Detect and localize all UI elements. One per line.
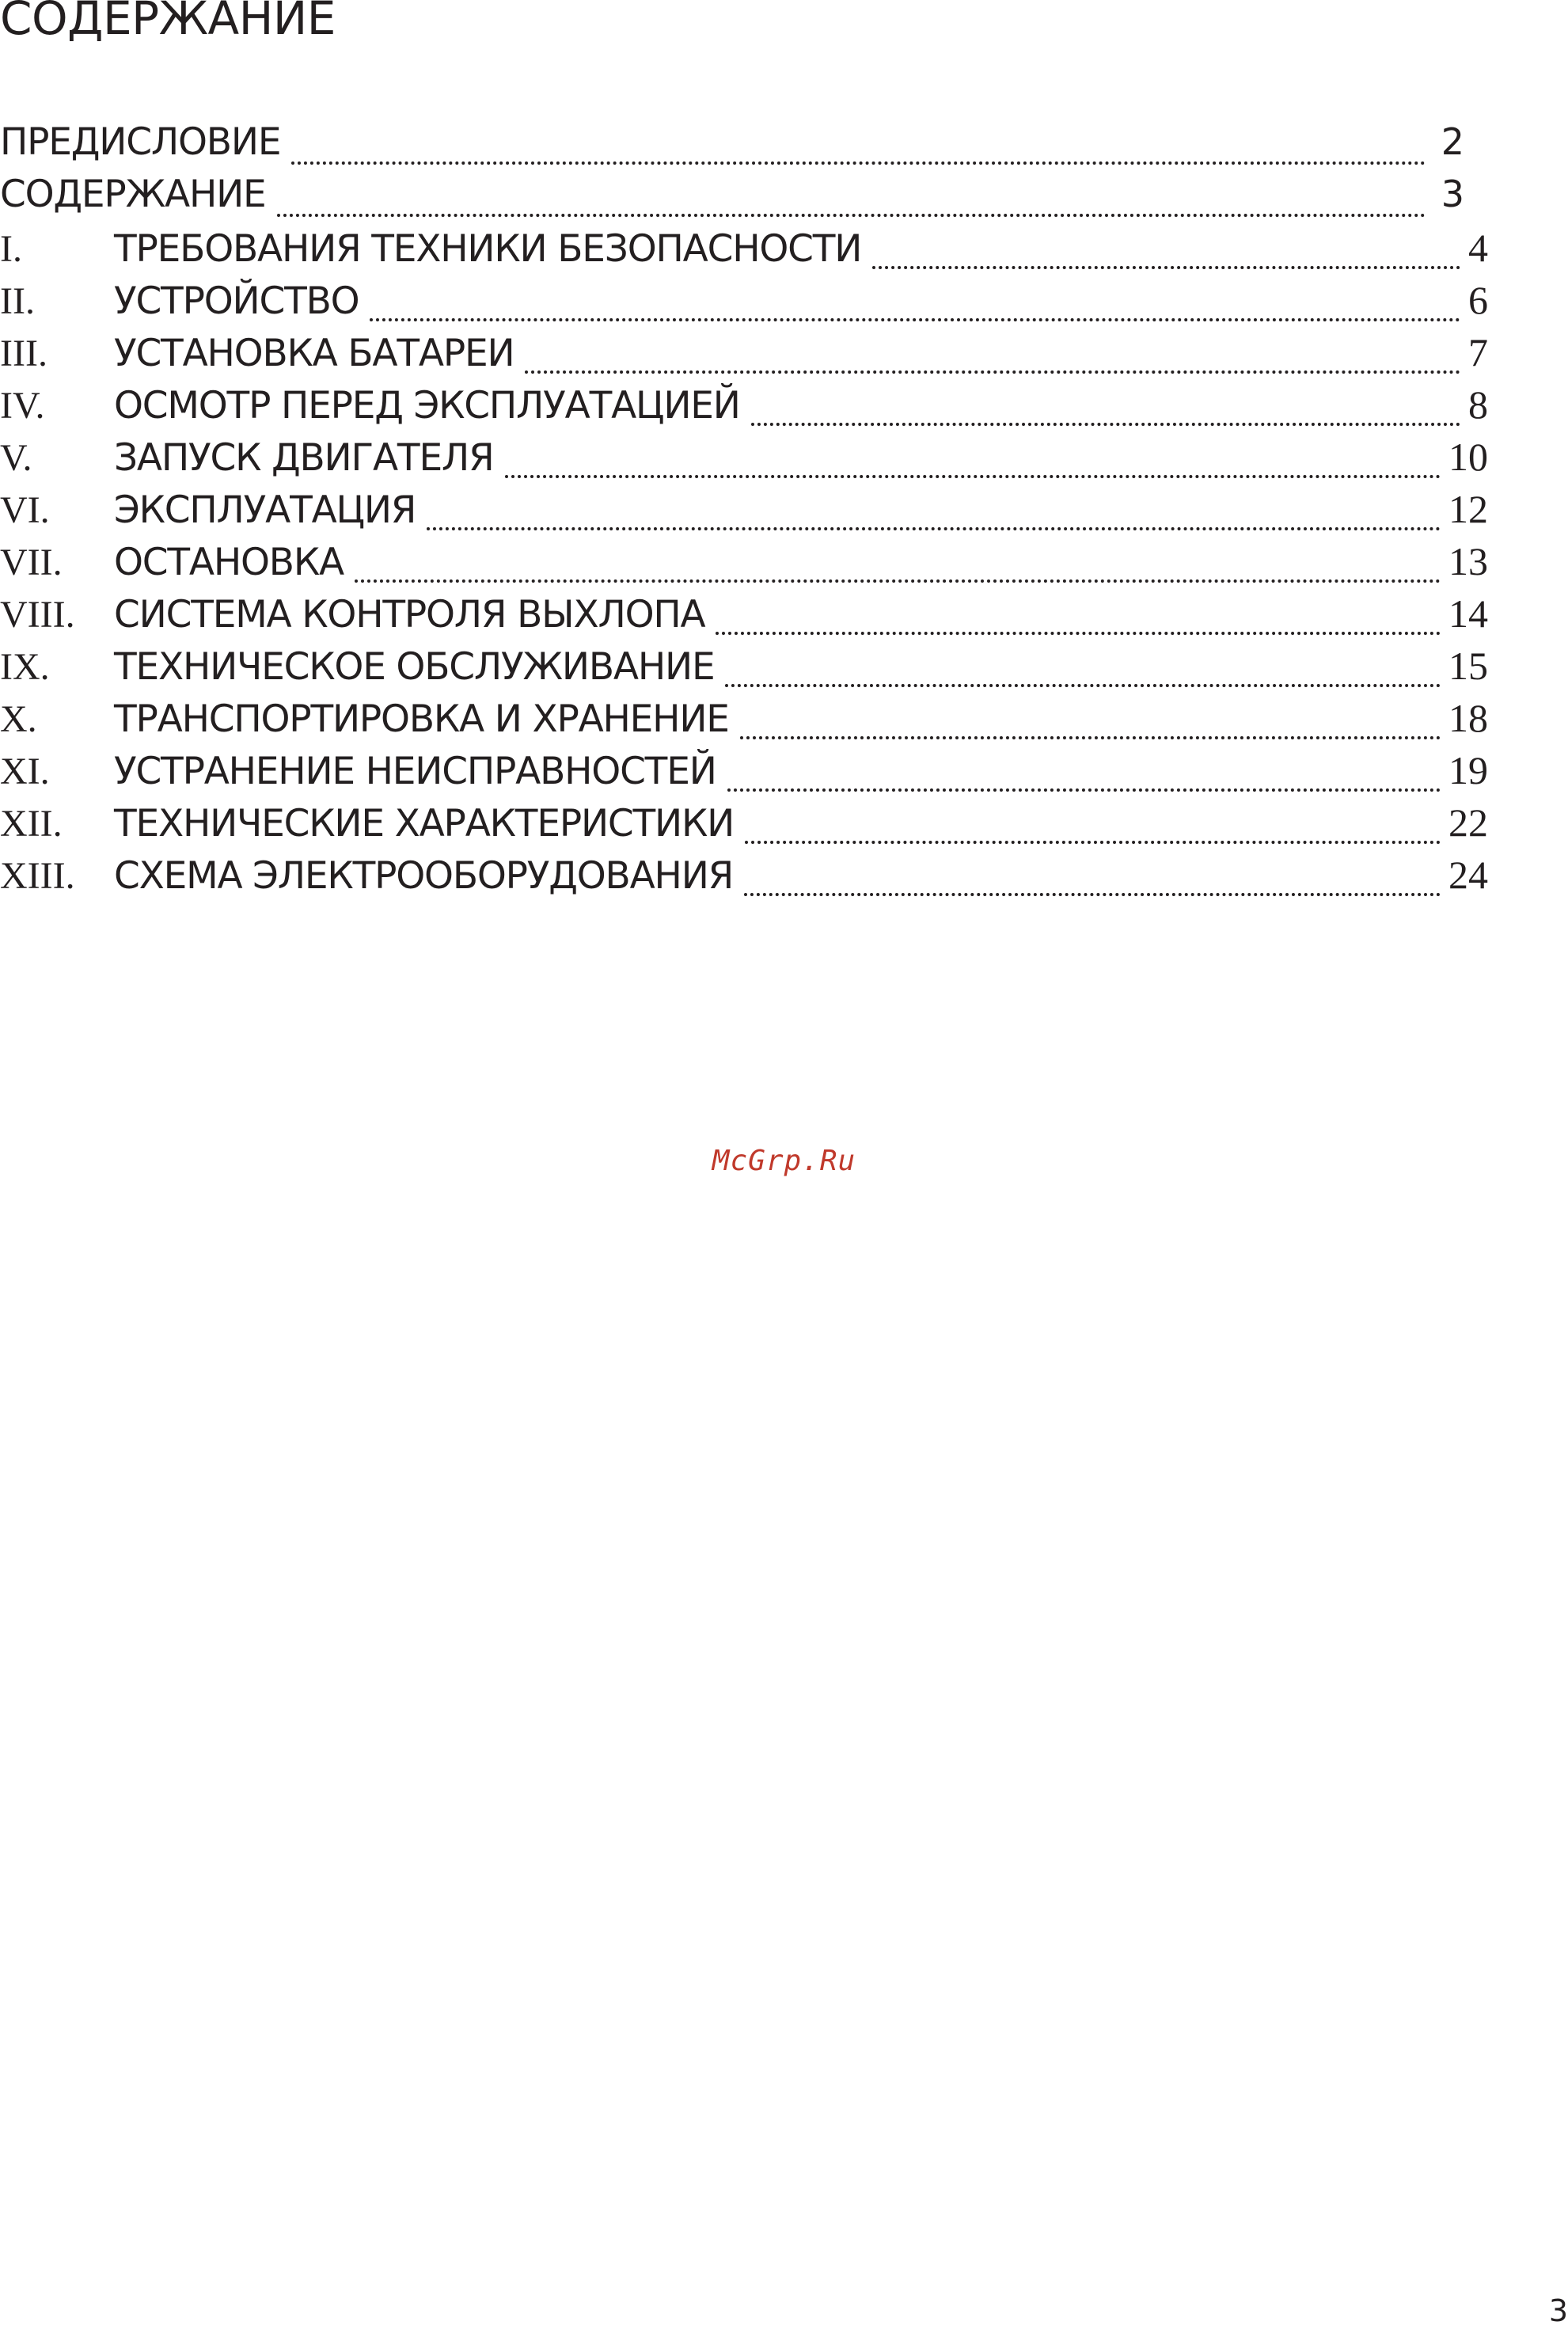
toc-item-page: 24 <box>1448 853 1488 897</box>
toc-item-specifications[interactable] <box>0 800 1488 852</box>
toc-item-contents[interactable] <box>0 173 1488 225</box>
toc-item-page: 13 <box>1448 539 1488 583</box>
toc-item-title: СИСТЕМА КОНТРОЛЯ ВЫХЛОПА <box>114 593 705 636</box>
dot-leader <box>716 632 1441 635</box>
toc-item-number: IX. <box>0 646 50 688</box>
toc-item-number: II. <box>0 280 35 322</box>
watermark: McGrp.Ru <box>712 1145 856 1177</box>
toc-item-title: ТРЕБОВАНИЯ ТЕХНИКИ БЕЗОПАСНОСТИ <box>114 227 862 271</box>
toc-item-number: V. <box>0 437 32 479</box>
page-number: 3 <box>1548 2293 1568 2328</box>
toc-item-page: 19 <box>1448 748 1488 792</box>
toc-item-number: IV. <box>0 385 45 427</box>
toc-item-title: ТЕХНИЧЕСКИЕ ХАРАКТЕРИСТИКИ <box>114 802 735 845</box>
toc-item-page: 7 <box>1468 330 1488 374</box>
dot-leader <box>725 684 1441 687</box>
toc-item-number: VI. <box>0 489 50 531</box>
toc-item-device[interactable] <box>0 277 1488 329</box>
toc-item-page: 2 <box>1441 120 1464 163</box>
toc-item-page: 14 <box>1448 591 1488 636</box>
toc-item-number: I. <box>0 228 22 270</box>
toc-item-title: ЗАПУСК ДВИГАТЕЛЯ <box>114 436 494 480</box>
toc-item-number: XII. <box>0 803 63 845</box>
toc-item-page: 4 <box>1468 226 1488 270</box>
toc-item-title: СОДЕРЖАНИЕ <box>0 173 266 216</box>
toc-item-maintenance[interactable] <box>0 643 1488 695</box>
toc-item-title: УСТРАНЕНИЕ НЕИСПРАВНОСТЕЙ <box>114 750 716 793</box>
dot-leader <box>355 579 1441 583</box>
toc-item-title: ТРАНСПОРТИРОВКА И ХРАНЕНИЕ <box>114 697 729 741</box>
toc-item-operation[interactable] <box>0 486 1488 538</box>
dot-leader <box>740 736 1441 739</box>
dot-leader <box>525 370 1460 374</box>
dot-leader <box>277 214 1426 217</box>
toc-item-page: 3 <box>1441 173 1464 215</box>
toc-item-number: XIII. <box>0 855 75 897</box>
dot-leader <box>291 161 1425 165</box>
toc-item-engine-start[interactable] <box>0 434 1488 486</box>
toc-item-transport[interactable] <box>0 695 1488 747</box>
toc-item-title: ОСТАНОВКА <box>114 541 344 584</box>
dot-leader <box>744 893 1441 896</box>
dot-leader <box>427 527 1441 530</box>
toc-item-wiring[interactable] <box>0 852 1488 904</box>
page-title: СОДЕРЖАНИЕ <box>0 0 336 45</box>
dot-leader <box>872 266 1460 269</box>
dot-leader <box>370 318 1460 321</box>
toc-item-title: ОСМОТР ПЕРЕД ЭКСПЛУАТАЦИЕЙ <box>114 384 740 427</box>
toc-item-stop[interactable] <box>0 538 1488 591</box>
toc-item-preface[interactable] <box>0 120 1488 173</box>
toc-item-page: 18 <box>1448 696 1488 740</box>
toc-item-exhaust[interactable] <box>0 591 1488 643</box>
toc-item-number: XI. <box>0 750 50 792</box>
toc-item-page: 6 <box>1468 278 1488 322</box>
toc-item-page: 10 <box>1448 435 1488 479</box>
toc-item-title: СХЕМА ЭЛЕКТРООБОРУДОВАНИЯ <box>114 854 734 898</box>
dot-leader <box>505 475 1441 478</box>
toc-item-title: УСТРОЙСТВО <box>114 279 359 323</box>
toc-item-number: X. <box>0 698 37 740</box>
toc-item-page: 8 <box>1468 382 1488 427</box>
toc-item-safety[interactable] <box>0 225 1488 277</box>
toc-item-page: 12 <box>1448 487 1488 531</box>
toc-item-number: VIII. <box>0 594 75 636</box>
toc-item-title: ПРЕДИСЛОВИЕ <box>0 120 281 164</box>
toc-item-title: ТЕХНИЧЕСКОЕ ОБСЛУЖИВАНИЕ <box>114 645 715 689</box>
dot-leader <box>727 788 1441 792</box>
toc-item-page: 15 <box>1448 644 1488 688</box>
toc-item-battery[interactable] <box>0 329 1488 382</box>
toc-item-number: VII. <box>0 541 63 583</box>
dot-leader <box>751 423 1460 426</box>
toc-item-page: 22 <box>1448 800 1488 845</box>
dot-leader <box>745 841 1441 844</box>
toc-item-troubleshooting[interactable] <box>0 747 1488 800</box>
toc-item-inspection[interactable] <box>0 382 1488 434</box>
toc-item-title: ЭКСПЛУАТАЦИЯ <box>114 488 416 532</box>
toc-item-number: III. <box>0 332 47 374</box>
toc-item-title: УСТАНОВКА БАТАРЕИ <box>114 332 514 375</box>
